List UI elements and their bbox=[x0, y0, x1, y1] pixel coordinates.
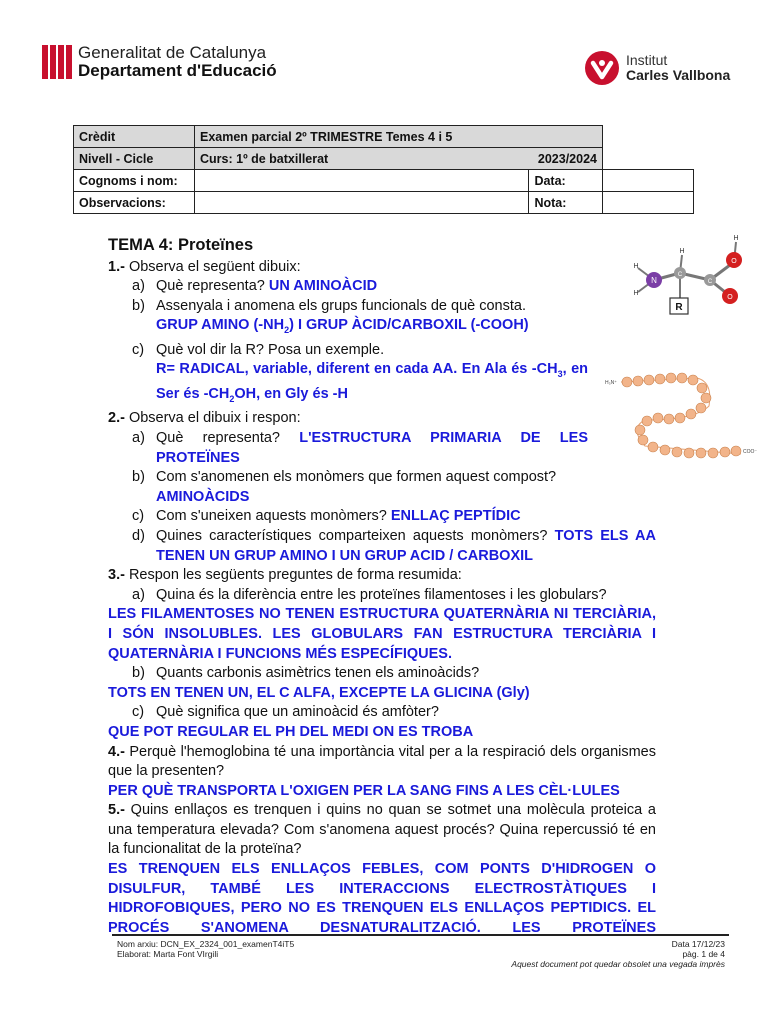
q3-b-answer: TOTS EN TENEN UN, EL C ALFA, EXCEPTE LA GLICINA (Gly) bbox=[108, 684, 530, 701]
generalitat-logo-block bbox=[42, 44, 277, 80]
footer-note: Aquest document pot quedar obsolet una vegada imprès bbox=[511, 959, 725, 969]
department-name: Departament d'Educació bbox=[78, 61, 277, 80]
q2-b: b) Com s'anomenen els monòmers que formen aquest compost? AMINOÀCIDS bbox=[132, 469, 557, 505]
question-1: 1.- Observa el següent dibuix: bbox=[108, 258, 301, 275]
footer-divider bbox=[112, 934, 729, 936]
observations-label: Observacions: bbox=[74, 192, 195, 214]
footer-page: pàg. 1 de 4 bbox=[682, 949, 725, 959]
q3-a: a) Quina és la diferència entre les proteïnes filamentoses i les globulars? bbox=[132, 586, 607, 603]
question-2: 2.- Observa el dibuix i respon: bbox=[108, 410, 301, 427]
mol-c-label: C bbox=[707, 279, 713, 285]
institute-logo-icon bbox=[584, 50, 620, 86]
mol-h-label: H bbox=[633, 290, 639, 297]
section-title: TEMA 4: Proteïnes bbox=[108, 236, 254, 254]
question-5: 5.- Quins enllaços es trenquen i quins no quan se sotmet una molècula proteica a una temperatura elevada? Com s'anomena aquest procés? Quina repercussió té en la funcionalitat de la proteïna? bbox=[108, 802, 656, 858]
q1-b-answer: GRUP AMINO $(-NH_2)$ I GRUP ÀCID/CARBOXIL (-COOH) bbox=[156, 317, 529, 336]
grade-label: Nota: bbox=[529, 192, 603, 214]
q3-a-answer: LES FILAMENTOSES NO TENEN ESTRUCTURA QUATERNÀRIA NI TERCIÀRIA, I SÓN INSOLUBLES. LES GLOBULARS FAN ESTRUCTURA TERCIÀRIA I QUATERNÀRIA I FUNCIONS MÉS ESPECÍFIQUES. bbox=[108, 606, 656, 662]
credit-value: Examen parcial 2º TRIMESTRE Temes 4 i 5 bbox=[195, 126, 603, 148]
exam-content bbox=[108, 236, 658, 938]
q5-answer: ES TRENQUEN ELS ENLLAÇOS FEBLES, COM PONTS D'HIDROGEN O DISULFUR, TAMBÉ LES INTERACCIONS ELECTROSTÀTIQUES I HIDROFOBIQUES, PERO NO ES TRENQUEN ELS ENLLAÇOS PEPTIDICS. EL PROCÉS S'ANOMENA DESNATURALITZACIÓ. LES PROTEÏNES bbox=[108, 861, 656, 936]
q3-c-answer: QUE POT REGULAR EL PH DEL MEDI ON ES TROBA bbox=[108, 723, 474, 740]
chain-start-label: H₃N⁺ bbox=[605, 380, 617, 386]
grade-field[interactable] bbox=[603, 192, 694, 214]
institute-name: Carles Vallbona bbox=[626, 67, 731, 83]
date-label: Data: bbox=[529, 170, 603, 192]
level-label: Nivell - Cicle bbox=[74, 148, 195, 170]
level-value bbox=[195, 148, 603, 170]
credit-label: Crèdit bbox=[74, 126, 195, 148]
mol-o1-label: O bbox=[731, 258, 737, 265]
q1-c-answer: R= RADICAL, variable, diferent en cada AA. En Ala és $-CH_3$, en Ser és $-CH_2OH$, en Gly és -H bbox=[156, 361, 588, 404]
course-text: Curs: 1º de batxillerat bbox=[200, 151, 329, 166]
q2-d: d) Quines característiques comparteixen aquests monòmers? TOTS ELS AA TENEN UN GRUP AMINO I UN GRUP ACID / CARBOXIL bbox=[132, 527, 656, 564]
exam-info-table bbox=[73, 125, 694, 214]
generalitat-name: Generalitat de Catalunya bbox=[78, 43, 267, 62]
q1-a: a) Què representa? UN AMINOÀCID bbox=[132, 278, 378, 295]
q1-c: c) Què vol dir la R? Posa un exemple. bbox=[132, 341, 385, 358]
q3-c: c) Què significa que un aminoàcid és amfòter? bbox=[132, 704, 439, 721]
question-3: 3.- Respon les següents preguntes de forma resumida: bbox=[108, 567, 462, 584]
footer-date: Data 17/12/23 bbox=[671, 939, 725, 949]
surname-field[interactable] bbox=[195, 170, 529, 192]
school-year: 2023/2024 bbox=[537, 151, 597, 166]
generalitat-flag-icon bbox=[42, 45, 72, 79]
q2-c: c) Com s'uneixen aquests monòmers? ENLLAÇ PEPTÍDIC bbox=[132, 508, 521, 525]
institute-label: Institut bbox=[626, 52, 668, 68]
surname-label: Cognoms i nom: bbox=[74, 170, 195, 192]
q4-answer: PER QUÈ TRANSPORTA L'OXIGEN PER LA SANG FINS A LES CÈL·LULES bbox=[108, 782, 620, 799]
mol-n-label: N bbox=[651, 276, 657, 285]
mol-o2-label: O bbox=[727, 294, 733, 301]
chain-end-label: COO⁻ bbox=[743, 449, 758, 455]
date-field[interactable] bbox=[603, 170, 694, 192]
mol-r-label: R bbox=[675, 302, 683, 313]
mol-h-label: H bbox=[633, 263, 639, 270]
institute-logo-block bbox=[584, 50, 730, 86]
mol-c-alpha-label: C bbox=[677, 272, 683, 278]
footer-filename: Nom arxiu: DCN_EX_2324_001_examenT4iT5 bbox=[117, 939, 295, 949]
footer-author: Elaborat: Marta Font VIrgili bbox=[117, 949, 219, 959]
q3-b: b) Quants carbonis asimètrics tenen els aminoàcids? bbox=[132, 665, 480, 682]
question-4: 4.- Perquè l'hemoglobina té una importància vital per a la respiració dels organismes que la presenten? bbox=[108, 743, 656, 780]
q2-a: a) Què representa? L'ESTRUCTURA PRIMARIA DE LES PROTEÏNES bbox=[132, 430, 588, 466]
q1-b: b) Assenyala i anomena els grups funcionals de què consta. bbox=[132, 297, 526, 314]
observations-field[interactable] bbox=[195, 192, 529, 214]
mol-h-label: H bbox=[679, 248, 685, 255]
mol-h-label: H bbox=[733, 235, 739, 242]
